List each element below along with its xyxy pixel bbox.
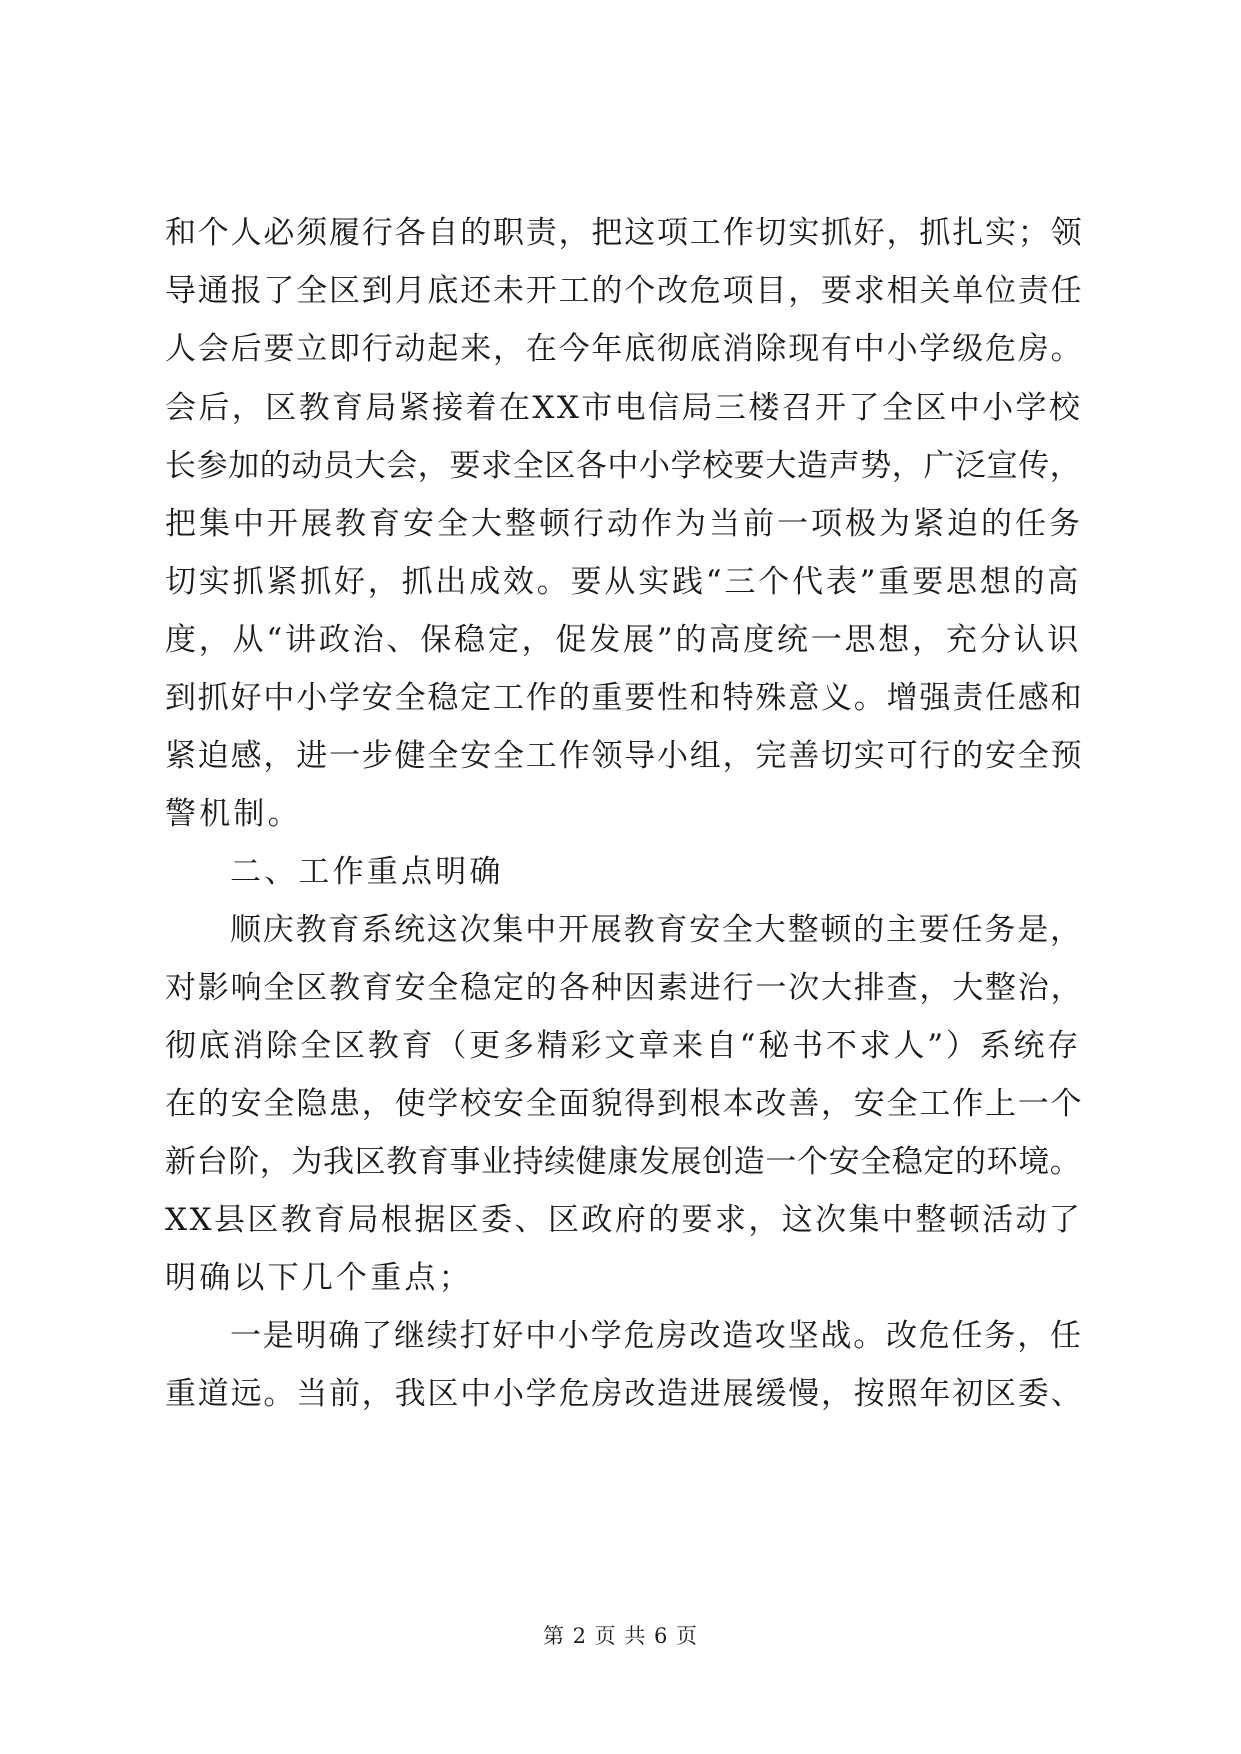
page-number-footer: 第 2 页 共 6 页 xyxy=(542,1624,699,1648)
text-line-19: 明确以下几个重点； xyxy=(165,1260,473,1296)
text-line-4: 会后，区教育局紧接着在XX市电信局三楼召开了全区中小学校 xyxy=(165,390,1083,426)
text-line-16: 在的安全隐患，使学校安全面貌得到根本改善，安全工作上一个 xyxy=(165,1086,1084,1122)
text-line-15: 彻底消除全区教育（更多精彩文章来自“秘书不求人”）系统存 xyxy=(165,1028,1082,1064)
text-line-11: 警机制。 xyxy=(165,796,302,832)
text-line-9: 到抓好中小学安全稳定工作的重要性和特殊意义。增强责任感和 xyxy=(165,680,1084,716)
text-line-1: 和个人必须履行各自的职责，把这项工作切实抓好，抓扎实；领 xyxy=(165,215,1084,251)
text-line-7: 切实抓紧抓好，抓出成效。要从实践“三个代表”重要思想的高 xyxy=(165,564,1082,600)
text-line-10: 紧迫感，进一步健全安全工作领导小组，完善切实可行的安全预 xyxy=(165,738,1084,774)
text-line-20: 一是明确了继续打好中小学危房改造攻坚战。改危任务，任 xyxy=(230,1318,1083,1354)
text-line-21: 重道远。当前，我区中小学危房改造进展缓慢，按照年初区委、 xyxy=(165,1376,1084,1412)
text-line-8: 度，从“讲政治、保稳定，促发展”的高度统一思想，充分认识 xyxy=(165,622,1082,658)
text-line-13: 顺庆教育系统这次集中开展教育安全大整顿的主要任务是， xyxy=(230,912,1083,948)
text-line-6: 把集中开展教育安全大整顿行动作为当前一项极为紧迫的任务 xyxy=(165,506,1083,542)
text-line-3: 人会后要立即行动起来，在今年底彻底消除现有中小学级危房。 xyxy=(165,331,1084,367)
text-line-14: 对影响全区教育安全稳定的各种因素进行一次大排查，大整治， xyxy=(165,970,1084,1006)
text-line-17: 新台阶，为我区教育事业持续健康发展创造一个安全稳定的环境。 xyxy=(165,1144,1082,1180)
text-line-2: 导通报了全区到月底还未开工的个改危项目，要求相关单位责任 xyxy=(165,273,1084,309)
text-line-18: XX县区教育局根据区委、区政府的要求，这次集中整顿活动了 xyxy=(165,1202,1083,1238)
section-heading: 二、工作重点明确 xyxy=(230,854,504,890)
text-line-5: 长参加的动员大会，要求全区各中小学校要大造声势，广泛宣传， xyxy=(165,448,1082,484)
